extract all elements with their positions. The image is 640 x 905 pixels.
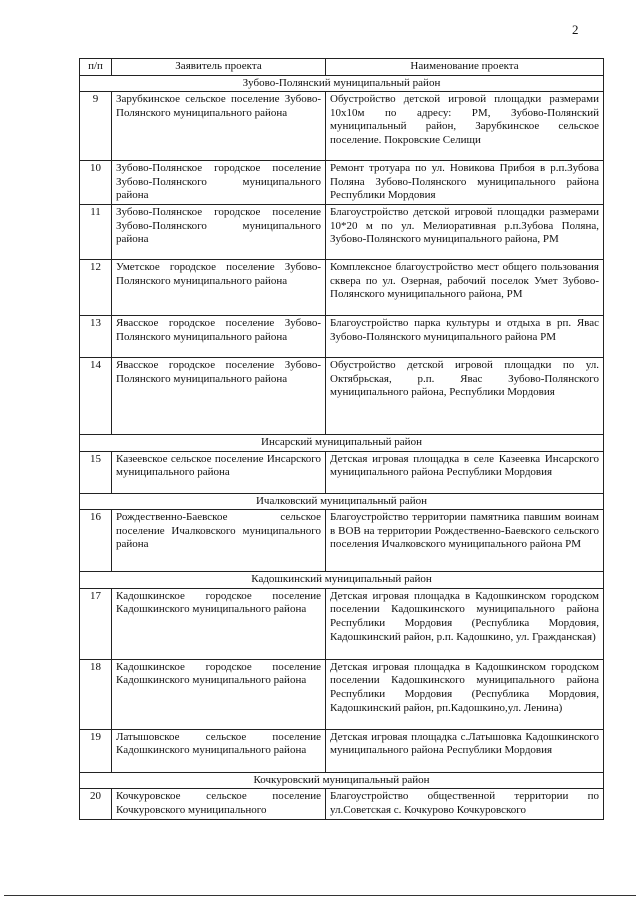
district-heading: Инсарский муниципальный район [80, 434, 604, 451]
row-project: Детская игровая площадка в Кадошкинском городском поселении Кадошкинского муниципального района Республики Мордовия (Республика Мордовия, Кадошкинский район, рп.Кадошкино,ул. Ленина) [326, 659, 604, 729]
row-applicant: Кадошкинское городское поселение Кадошкинского муниципального района [112, 588, 326, 659]
row-project: Благоустройство общественной территории по ул.Советская с. Кочкурово Кочкуровского [326, 789, 604, 819]
row-applicant: Казеевское сельское поселение Инсарского муниципального района [112, 451, 326, 493]
row-number: 20 [80, 789, 112, 819]
header-num: п/п [80, 59, 112, 76]
table-row [80, 659, 604, 729]
table-row [80, 789, 604, 819]
page-footer-rule [4, 895, 636, 896]
row-project: Ремонт тротуара по ул. Новикова Прибоя в р.п.Зубова Поляна Зубово-Полянского муниципального района Республики Мордовия [326, 161, 604, 205]
district-row [80, 493, 604, 510]
row-project: Обустройство детской игровой площадки по ул. Октябрьская, р.п. Явас Зубово-Полянского муниципального района, Республики Мордовия [326, 357, 604, 434]
row-project: Детская игровая площадка в селе Казеевка Инсарского муниципального района Республики Мордовия [326, 451, 604, 493]
table-row [80, 315, 604, 357]
row-applicant: Кадошкинское городское поселение Кадошкинского муниципального района [112, 659, 326, 729]
row-project: Детская игровая площадка с.Латышовка Кадошкинского муниципального района Республики Мордовия [326, 729, 604, 772]
row-applicant: Явасское городское поселение Зубово-Полянского муниципального района [112, 357, 326, 434]
table-row [80, 161, 604, 205]
row-number: 10 [80, 161, 112, 205]
table-row [80, 451, 604, 493]
district-row [80, 772, 604, 789]
row-applicant: Рождественно-Баевское сельское поселение Ичалковского муниципального района [112, 510, 326, 572]
district-heading: Кадошкинский муниципальный район [80, 572, 604, 589]
row-number: 18 [80, 659, 112, 729]
row-applicant: Зарубкинское сельское поселение Зубово-Полянского муниципального района [112, 92, 326, 161]
table-row [80, 92, 604, 161]
row-applicant: Уметское городское поселение Зубово-Полянского муниципального района [112, 259, 326, 315]
district-heading: Зубово-Полянский муниципальный район [80, 75, 604, 92]
header-applicant: Заявитель проекта [112, 59, 326, 76]
district-heading: Ичалковский муниципальный район [80, 493, 604, 510]
table-row [80, 510, 604, 572]
district-heading: Кочкуровский муниципальный район [80, 772, 604, 789]
row-project: Обустройство детской игровой площадки размерами 10х10м по адресу: РМ, Зубово-Полянский муниципальный район, Зарубкинское сельское поселение. Покровские Селищи [326, 92, 604, 161]
row-number: 11 [80, 204, 112, 259]
row-applicant: Кочкуровское сельское поселение Кочкуровского муниципального [112, 789, 326, 819]
row-project: Детская игровая площадка в Кадошкинском городском поселении Кадошкинского муниципального района Республики Мордовия (Республика Мордовия, Кадошкинский район, р.п. Кадошкино, ул. Гражданская) [326, 588, 604, 659]
row-applicant: Латышовское сельское поселение Кадошкинского муниципального района [112, 729, 326, 772]
table-row [80, 259, 604, 315]
row-applicant: Зубово-Полянское городское поселение Зубово-Полянского муниципального района [112, 204, 326, 259]
table-row [80, 204, 604, 259]
district-row [80, 75, 604, 92]
row-project: Благоустройство парка культуры и отдыха в рп. Явас Зубово-Полянского муниципального района РМ [326, 315, 604, 357]
row-project: Благоустройство территории памятника павшим воинам в ВОВ на территории Рождественно-Баевского сельского поселения Ичалковского муниципального района РМ [326, 510, 604, 572]
header-project: Наименование проекта [326, 59, 604, 76]
row-number: 13 [80, 315, 112, 357]
table-row [80, 729, 604, 772]
row-number: 17 [80, 588, 112, 659]
row-number: 9 [80, 92, 112, 161]
row-project: Благоустройство детской игровой площадки размерами 10*20 м по ул. Мелиоративная р.п.Зубова Поляна, Зубово-Полянского муниципального района, РМ [326, 204, 604, 259]
row-applicant: Зубово-Полянское городское поселение Зубово-Полянского муниципального района [112, 161, 326, 205]
page-number: 2 [572, 22, 579, 37]
district-row [80, 572, 604, 589]
projects-table [79, 58, 604, 820]
row-number: 15 [80, 451, 112, 493]
table-row [80, 588, 604, 659]
table-row [80, 357, 604, 434]
row-number: 16 [80, 510, 112, 572]
row-number: 19 [80, 729, 112, 772]
row-number: 12 [80, 259, 112, 315]
row-applicant: Явасское городское поселение Зубово-Полянского муниципального района [112, 315, 326, 357]
row-number: 14 [80, 357, 112, 434]
row-project: Комплексное благоустройство мест общего пользования сквера по ул. Озерная, рабочий поселок Умет Зубово-Полянского муниципального района, РМ [326, 259, 604, 315]
table-header-row [80, 59, 604, 76]
district-row [80, 434, 604, 451]
